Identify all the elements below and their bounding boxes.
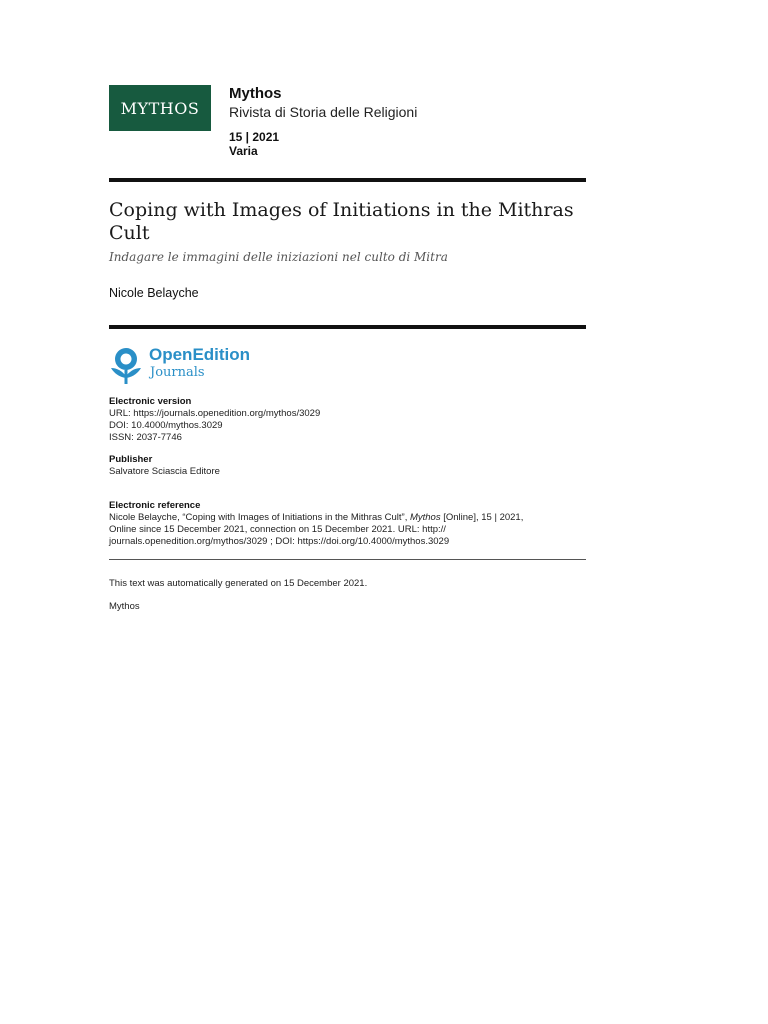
article-subtitle: Indagare le immagini delle iniziazioni nel culto di Mitra <box>109 250 448 264</box>
middle-divider <box>109 325 586 329</box>
issue-number: 15 | 2021 <box>229 130 280 144</box>
electronic-reference-heading: Electronic reference <box>109 500 201 511</box>
journal-logo-text: MYTHOS <box>120 98 200 118</box>
reference-citation-text: Nicole Belayche, “Coping with Images of Initiations in the Mithras Cult”, <box>109 512 410 523</box>
publisher-block <box>109 454 589 478</box>
electronic-reference-block <box>109 500 589 548</box>
generated-note: This text was automatically generated on 15 December 2021. <box>109 578 368 589</box>
reference-journal-name: Mythos <box>409 512 441 523</box>
reference-line-1 <box>109 512 589 524</box>
publisher-name: Salvatore Sciascia Editore <box>109 466 220 477</box>
bottom-divider <box>109 559 586 560</box>
openedition-flower-icon <box>109 346 143 386</box>
article-url[interactable]: URL: https://journals.openedition.org/mythos/3029 <box>109 408 321 419</box>
journal-subtitle: Rivista di Storia delle Religioni <box>229 104 418 120</box>
reference-issue-text: [Online], 15 | 2021, <box>440 512 524 523</box>
journal-issn: ISSN: 2037-7746 <box>109 432 182 443</box>
footer-journal-name: Mythos <box>109 601 140 612</box>
article-doi[interactable]: DOI: 10.4000/mythos.3029 <box>109 420 223 431</box>
top-divider <box>109 178 586 182</box>
article-title: Coping with Images of Initiations in the Mithras Cult <box>109 199 574 244</box>
electronic-version-heading: Electronic version <box>109 396 192 407</box>
openedition-logo[interactable] <box>109 344 269 386</box>
journal-logo <box>109 85 211 131</box>
reference-line-3[interactable]: journals.openedition.org/mythos/3029 ; DOI: https://doi.org/10.4000/mythos.3029 <box>109 536 450 547</box>
openedition-logo-line1: OpenEdition <box>149 345 251 364</box>
reference-line-2: Online since 15 December 2021, connection on 15 December 2021. URL: http:// <box>109 524 446 535</box>
publisher-heading: Publisher <box>109 454 153 465</box>
electronic-version-block <box>109 396 589 444</box>
journal-name: Mythos <box>229 85 282 102</box>
openedition-logo-line2: Journals <box>150 365 205 380</box>
article-author[interactable]: Nicole Belayche <box>109 286 199 300</box>
issue-section: Varia <box>229 144 258 158</box>
